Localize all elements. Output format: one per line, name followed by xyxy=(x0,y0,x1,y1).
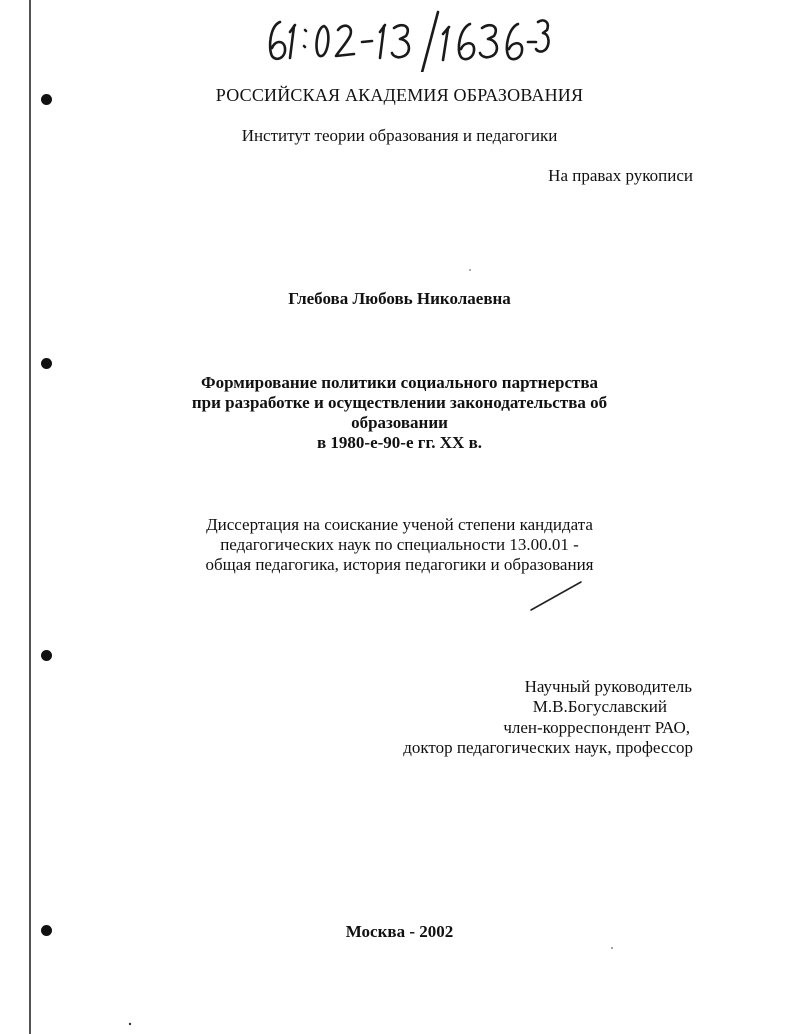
supervisor-label: Научный руководитель xyxy=(524,677,692,696)
supervisor-name: М.В.Богуславский xyxy=(532,697,667,716)
dissertation-title-line: образовании xyxy=(351,413,448,432)
handwritten-archive-number xyxy=(250,8,550,72)
binding-hole-mark xyxy=(41,358,52,369)
binding-hole-mark xyxy=(41,650,52,661)
pen-stroke-mark xyxy=(525,578,585,614)
degree-description-line: Диссертация на соискание ученой степени кандидата xyxy=(206,515,593,534)
degree-description-line: общая педагогика, история педагогики и образования xyxy=(205,555,594,574)
dissertation-title-line: при разработке и осуществлении законодательства об xyxy=(191,393,608,412)
institute-name: Институт теории образования и педагогики xyxy=(241,126,558,145)
academy-heading: РОССИЙСКАЯ АКАДЕМИЯ ОБРАЗОВАНИЯ xyxy=(215,85,584,105)
author-name: Глебова Любовь Николаевна xyxy=(288,289,511,308)
dissertation-title-line: Формирование политики социального партнерства xyxy=(200,373,599,392)
dissertation-title-line: в 1980-е-90-е гг. XX в. xyxy=(316,433,482,452)
degree-description-line: педагогических наук по специальности 13.00.01 - xyxy=(220,535,579,554)
supervisor-title: член-корреспондент РАО, xyxy=(503,718,690,737)
manuscript-rights-note: На правах рукописи xyxy=(548,166,693,185)
supervisor-degree: доктор педагогических наук, профессор xyxy=(403,738,693,757)
place-and-year: Москва - 2002 xyxy=(345,922,454,941)
